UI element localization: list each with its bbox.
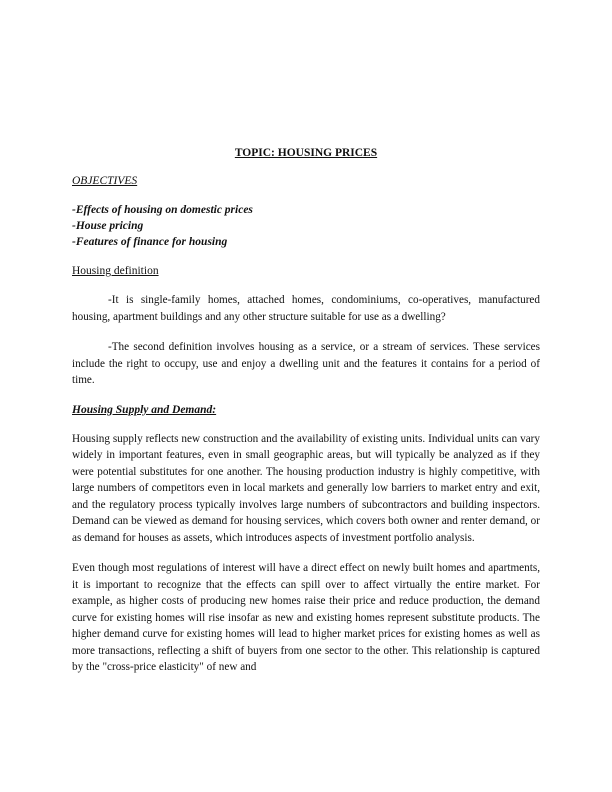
definition-paragraph: -It is single-family homes, attached homes, condominiums, co-operatives, manufactured housing, apartment buildings and any other structure suitable for use as a dwelling? bbox=[72, 294, 540, 323]
definition-paragraph: -The second definition involves housing as a service, or a stream of services. These services include the right to occupy, use and enjoy a dwelling unit and the features it contains for a period of time. bbox=[72, 341, 540, 386]
supply-paragraph: Housing supply reflects new construction and the availability of existing units. Individual units can vary widely in important features, even in small geographic areas, but will typically be analyzed as if they were potential substitutes for one another. The housing production industry is highly competitive, with large numbers of competitors even in local markets and generally low barriers to market entry and exit, and the regulatory process typically involves large numbers of subcontractors and building inspectors. Demand can be viewed as demand for housing services, which covers both owner and renter demand, or as demand for houses as assets, which introduces aspects of investment portfolio analysis. bbox=[72, 432, 540, 544]
supply-paragraph: Even though most regulations of interest will have a direct effect on newly built homes and apartments, it is important to recognize that the effects can spill over to affect virtually the entire market. For example, as higher costs of producing new homes raise their price and reduce production, the demand curve for existing homes will rise insofar as new and existing homes represent substitute products. The higher demand curve for existing homes will lead to higher market prices for existing homes as well as more transactions, reflecting a shift of buyers from one sector to the other. This relationship is captured by the "cross-price elasticity" of new and bbox=[72, 562, 540, 673]
definition-heading: Housing definition bbox=[72, 265, 159, 277]
supply-demand-heading: Housing Supply and Demand: bbox=[72, 403, 217, 416]
objective-item: -House pricing bbox=[72, 220, 144, 232]
objective-item: -Effects of housing on domestic prices bbox=[72, 204, 253, 216]
objectives-list bbox=[72, 202, 540, 250]
objective-item: -Features of finance for housing bbox=[72, 236, 228, 248]
page-title: TOPIC: HOUSING PRICES bbox=[234, 147, 378, 159]
document-page bbox=[72, 146, 540, 690]
objectives-heading: OBJECTIVES bbox=[72, 175, 138, 187]
